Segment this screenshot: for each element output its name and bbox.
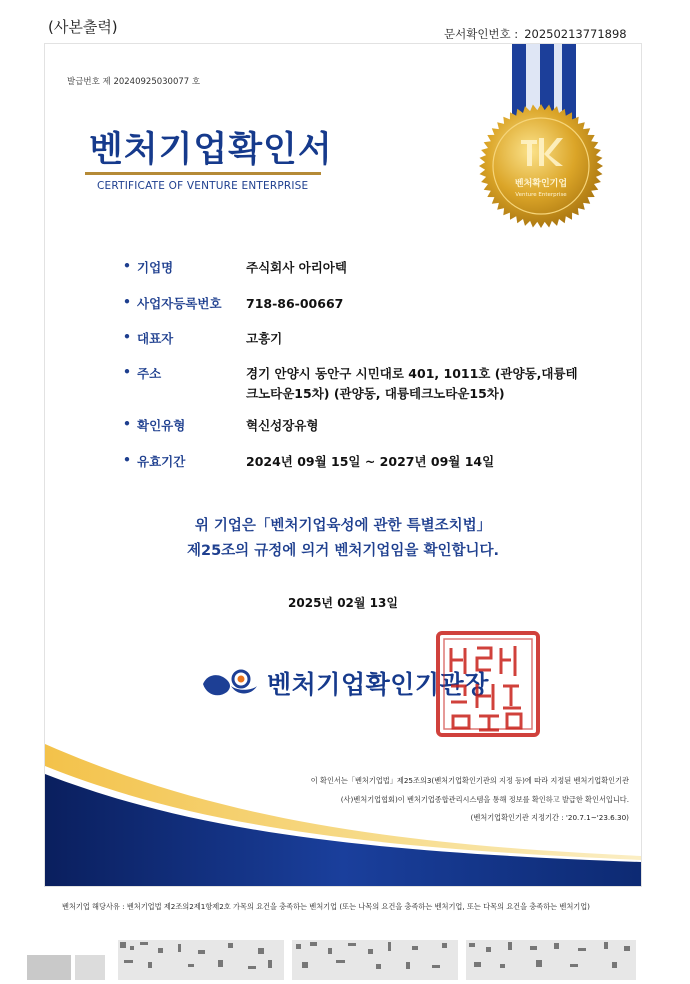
organization-name: 벤처기업확인기관장 <box>267 670 489 699</box>
field-label: 주소 <box>137 366 162 381</box>
document-check-number <box>444 26 627 42</box>
field-value: 주식회사 아리아텍 <box>246 260 347 275</box>
issue-number: 발급번호 제 20240925030077 호 <box>67 77 201 87</box>
field-label: 유효기간 <box>137 454 186 469</box>
issue-date: 2025년 02월 13일 <box>288 596 398 610</box>
2d-barcode <box>118 940 284 980</box>
fine-print-line: 이 확인서는「벤처기업법」제25조의3(벤처기업확인기관의 지정 등)에 따라 지정된 벤처기업확인기관 <box>310 776 629 785</box>
bullet: • <box>123 329 131 344</box>
confirmation-line-2: 제25조의 규정에 의거 벤처기업임을 확인합니다. <box>186 543 499 559</box>
fine-print-line: (벤처기업확인기관 지정기간 : '20.7.1~'23.6.30) <box>470 813 629 822</box>
decorative-band <box>45 744 641 886</box>
certificate-title: 벤처기업확인서 <box>89 130 333 170</box>
bullet: • <box>123 452 131 467</box>
document-check-value: 20250213771898 <box>524 27 627 41</box>
field-value: 고흥기 <box>246 331 283 346</box>
copy-label: (사본출력) <box>48 18 118 36</box>
bullet: • <box>123 294 131 309</box>
confirmation-statement <box>45 514 641 564</box>
field-label: 확인유형 <box>137 418 186 433</box>
seal-line2: Venture Enterprise <box>515 192 567 198</box>
2d-barcode <box>292 940 458 980</box>
field-label: 기업명 <box>137 260 174 275</box>
2d-barcode <box>466 940 636 980</box>
title-underline <box>85 172 321 175</box>
bullet: • <box>123 258 131 273</box>
field-value: 2024년 09월 15일 ~ 2027년 09월 14일 <box>246 454 495 469</box>
field-label: 대표자 <box>137 331 174 346</box>
seal-line1: 벤처확인기업 <box>514 179 568 189</box>
bullet: • <box>123 416 131 431</box>
fine-print-line: (사)벤처기업협회)이 벤처기업종합관리시스템을 통해 정보를 확인하고 발급한 확인서입니다. <box>340 795 629 804</box>
certificate-title-english: CERTIFICATE OF VENTURE ENTERPRISE <box>97 180 309 192</box>
official-stamp <box>435 630 541 738</box>
organization-logo-icon <box>201 666 261 702</box>
confirmation-line-1: 위 기업은「벤처기업육성에 관한 특별조치법」 <box>194 518 492 534</box>
field-value: 혁신성장유형 <box>246 418 319 433</box>
field-value: 경기 안양시 동안구 시민대로 401, 1011호 (관양동,대륭테크노타운15차) (관양동, 대륭테크노타운15차) <box>246 366 578 401</box>
venture-reason-note: 벤처기업 해당사유 : 벤처기업법 제2조의2제1항제2호 가목의 요건을 충족하는 벤처기업 (또는 나목의 요건을 충족하는 벤처기업, 또는 다목의 요건을 충족하는 벤처기업) <box>62 902 590 911</box>
field-label: 사업자등록번호 <box>137 296 222 311</box>
field-value: 718-86-00667 <box>246 296 344 311</box>
venture-seal-icon <box>477 102 605 230</box>
document-check-label: 문서확인번호 : <box>444 27 519 41</box>
barcode-fragment <box>27 955 71 980</box>
bullet: • <box>123 364 131 379</box>
certificate <box>44 43 642 887</box>
barcode-fragment <box>75 955 105 980</box>
